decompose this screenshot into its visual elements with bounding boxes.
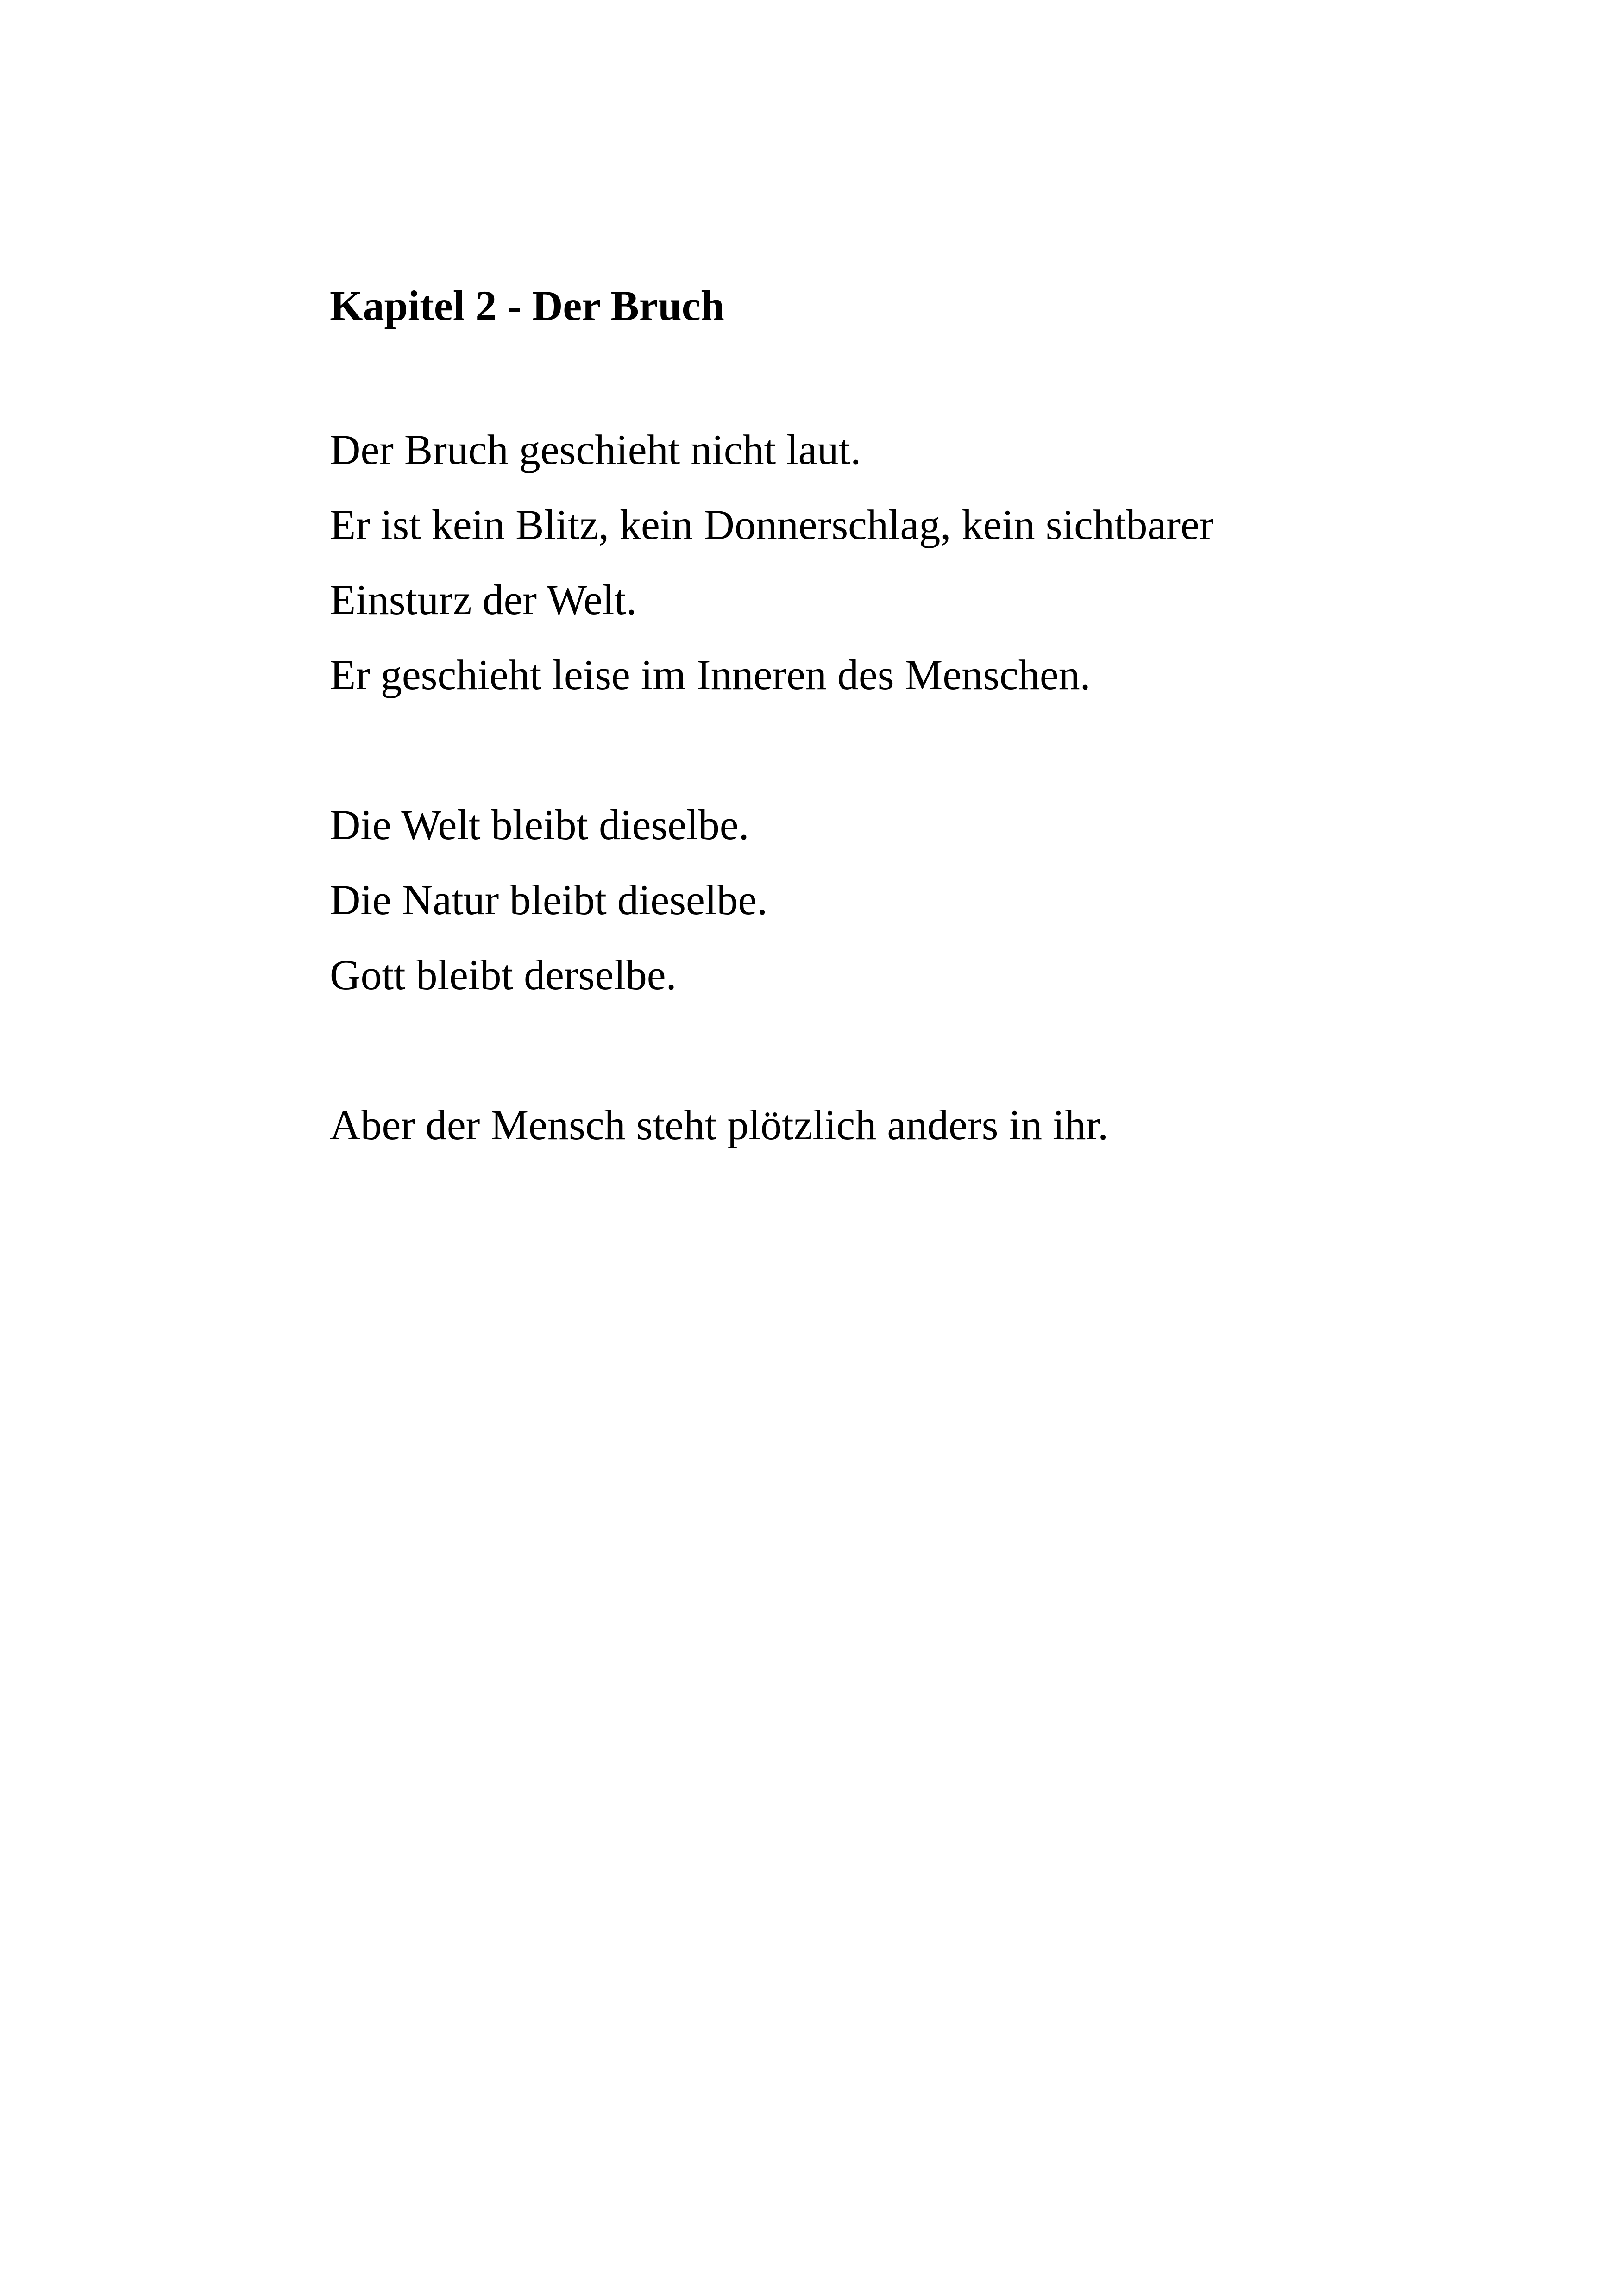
text-line: Er ist kein Blitz, kein Donnerschlag, kein sichtbarer — [330, 501, 1214, 548]
text-line: Die Natur bleibt dieselbe. — [330, 876, 768, 923]
stanza-3 — [330, 1087, 1395, 1162]
text-line: Er geschieht leise im Inneren des Menschen. — [330, 651, 1091, 698]
stanza-spacing — [330, 1012, 1395, 1087]
page-content — [330, 273, 1395, 1162]
text-line: Gott bleibt derselbe. — [330, 951, 677, 998]
text-line: Einsturz der Welt. — [330, 576, 637, 623]
text-line: Der Bruch geschieht nicht laut. — [330, 426, 861, 473]
text-line: Die Welt bleibt dieselbe. — [330, 801, 749, 848]
stanza-1 — [330, 412, 1395, 712]
chapter-title: Kapitel 2 - Der Bruch — [330, 282, 724, 329]
stanza-spacing — [330, 712, 1395, 787]
text-line: Aber der Mensch steht plötzlich anders in ihr. — [330, 1101, 1109, 1148]
title-spacing — [330, 338, 1395, 412]
stanza-2 — [330, 787, 1395, 1012]
